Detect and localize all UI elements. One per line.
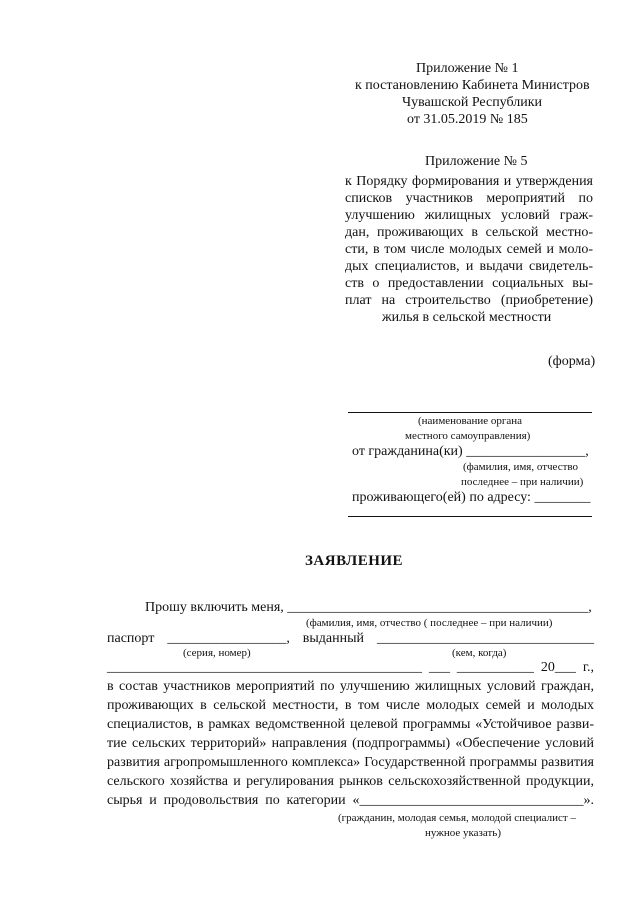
category-line: сырья и продовольствия по категории «________________________________». bbox=[107, 793, 594, 808]
annex5-title: Приложение № 5 bbox=[425, 154, 528, 169]
citizen-name-hint-2: последнее – при наличии) bbox=[461, 476, 584, 488]
annex1-decree-ref: к постановлению Кабинета Министров bbox=[355, 78, 590, 93]
citizen-name-hint-1: (фамилия, имя, отчество bbox=[463, 461, 579, 473]
annex5-line-9: жилья в сельской местности bbox=[382, 310, 552, 325]
annex5-line-6: дых специалистов, и выдачи свидетель- bbox=[345, 259, 593, 274]
annex5-line-7: ств о предоставлении социальных вы- bbox=[345, 276, 593, 291]
from-citizen-line: от гражданина(ки) _________________, bbox=[352, 444, 589, 459]
annex5-line-3: улучшению жилищных условий граж- bbox=[345, 208, 593, 223]
category-hint-2: нужное указать) bbox=[425, 827, 501, 839]
request-name-hint: (фамилия, имя, отчество ( последнее – при наличии) bbox=[306, 617, 553, 629]
request-line: Прошу включить меня, ___________________________________________, bbox=[145, 600, 592, 615]
residence-address-line: проживающего(ей) по адресу: ________ bbox=[352, 490, 591, 505]
authority-hint-2: местного самоуправления) bbox=[405, 430, 531, 442]
paragraph-line-6: сельского хозяйства и регулирования рынков сельскохозяйственной продукции, bbox=[107, 774, 594, 789]
paragraph-line-2: проживающих в сельской местности, в том числе молодых семей и молодых bbox=[107, 698, 594, 713]
passport-issuer-hint: (кем, когда) bbox=[452, 647, 507, 659]
statement-title: ЗАЯВЛЕНИЕ bbox=[305, 553, 404, 569]
annex5-line-8: плат на строительство (приобретение) bbox=[345, 293, 593, 308]
paragraph-line-4: тие сельских территорий» направления (подпрограммы) «Обеспечение условий bbox=[107, 736, 594, 751]
address-continuation-line bbox=[348, 516, 592, 517]
annex5-line-4: дан, проживающих в сельской местно- bbox=[345, 225, 593, 240]
passport-line: паспорт _________________, выданный _______________________________ bbox=[107, 631, 594, 646]
annex5-line-5: сти, в том числе молодых семей и моло- bbox=[345, 242, 593, 257]
annex5-line-2: списков участников мероприятий по bbox=[345, 191, 593, 206]
annex5-line-1: к Порядку формирования и утверждения bbox=[345, 174, 593, 189]
paragraph-line-3: специалистов, в рамках ведомственной целевой программы «Устойчивое разви- bbox=[107, 717, 594, 732]
authority-hint-1: (наименование органа bbox=[418, 415, 523, 427]
form-label: (форма) bbox=[548, 354, 596, 369]
paragraph-line-1: в состав участников мероприятий по улучшению жилищных условий граждан, bbox=[107, 679, 594, 694]
annex1-date-number: от 31.05.2019 № 185 bbox=[407, 112, 528, 127]
annex1-title: Приложение № 1 bbox=[416, 61, 519, 76]
passport-series-hint: (серия, номер) bbox=[183, 647, 251, 659]
annex1-republic: Чувашской Республики bbox=[402, 95, 543, 110]
category-hint-1: (гражданин, молодая семья, молодой специалист – bbox=[338, 812, 576, 824]
paragraph-line-5: развития агропромышленного комплекса» Государственной программы развития bbox=[107, 755, 594, 770]
date-line: _____________________________________________ ___ ___________ 20___ г., bbox=[107, 660, 594, 675]
authority-name-line bbox=[348, 412, 592, 413]
